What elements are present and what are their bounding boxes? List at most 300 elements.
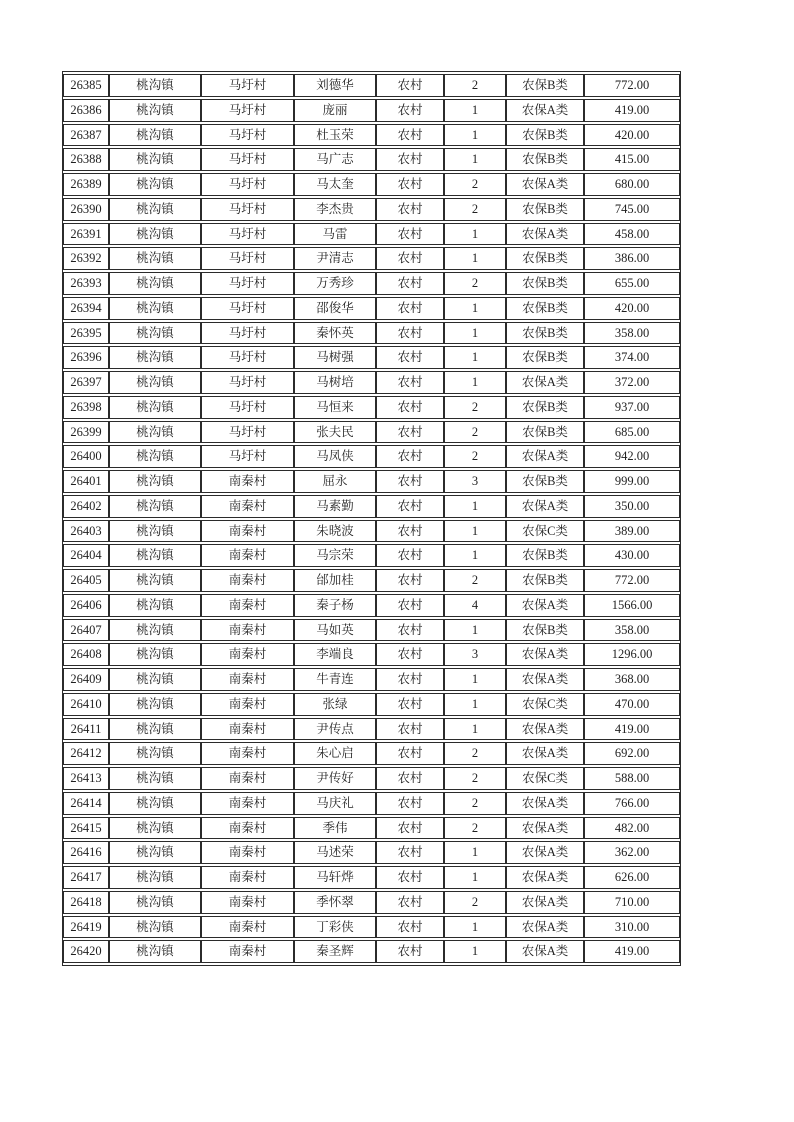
cell-record-no: 26403 <box>63 520 109 543</box>
cell-household-category: 农村 <box>376 594 444 617</box>
cell-name: 秦子杨 <box>294 594 376 617</box>
cell-insurance-class: 农保B类 <box>506 148 584 171</box>
cell-amount: 389.00 <box>584 520 680 543</box>
cell-insurance-class: 农保B类 <box>506 346 584 369</box>
table-row <box>63 223 680 246</box>
cell-town: 桃沟镇 <box>109 520 201 543</box>
cell-village: 马圩村 <box>201 396 294 419</box>
cell-insurance-class: 农保B类 <box>506 247 584 270</box>
cell-amount: 942.00 <box>584 445 680 468</box>
cell-person-count: 1 <box>444 718 506 741</box>
cell-village: 南秦村 <box>201 693 294 716</box>
cell-amount: 745.00 <box>584 198 680 221</box>
cell-name: 张夫民 <box>294 421 376 444</box>
cell-insurance-class: 农保C类 <box>506 693 584 716</box>
cell-amount: 1296.00 <box>584 643 680 666</box>
cell-amount: 1566.00 <box>584 594 680 617</box>
cell-village: 南秦村 <box>201 841 294 864</box>
cell-person-count: 2 <box>444 445 506 468</box>
cell-insurance-class: 农保A类 <box>506 173 584 196</box>
table-row <box>63 940 680 963</box>
cell-name: 马如英 <box>294 619 376 642</box>
cell-amount: 626.00 <box>584 866 680 889</box>
cell-village: 马圩村 <box>201 247 294 270</box>
cell-household-category: 农村 <box>376 817 444 840</box>
cell-village: 南秦村 <box>201 742 294 765</box>
cell-town: 桃沟镇 <box>109 421 201 444</box>
cell-household-category: 农村 <box>376 718 444 741</box>
cell-village: 南秦村 <box>201 643 294 666</box>
cell-name: 马轩烨 <box>294 866 376 889</box>
table-row <box>63 643 680 666</box>
cell-village: 马圩村 <box>201 124 294 147</box>
cell-person-count: 1 <box>444 247 506 270</box>
cell-insurance-class: 农保B类 <box>506 272 584 295</box>
cell-town: 桃沟镇 <box>109 817 201 840</box>
cell-amount: 374.00 <box>584 346 680 369</box>
records-tbody <box>63 74 680 963</box>
cell-name: 牛青连 <box>294 668 376 691</box>
cell-amount: 372.00 <box>584 371 680 394</box>
cell-name: 刘德华 <box>294 74 376 97</box>
table-row <box>63 396 680 419</box>
cell-record-no: 26392 <box>63 247 109 270</box>
cell-household-category: 农村 <box>376 247 444 270</box>
cell-village: 马圩村 <box>201 346 294 369</box>
table-row <box>63 445 680 468</box>
cell-name: 秦圣辉 <box>294 940 376 963</box>
table-row <box>63 124 680 147</box>
cell-amount: 692.00 <box>584 742 680 765</box>
cell-town: 桃沟镇 <box>109 594 201 617</box>
cell-person-count: 2 <box>444 569 506 592</box>
cell-amount: 362.00 <box>584 841 680 864</box>
cell-town: 桃沟镇 <box>109 718 201 741</box>
cell-name: 李杰贵 <box>294 198 376 221</box>
cell-household-category: 农村 <box>376 792 444 815</box>
cell-household-category: 农村 <box>376 891 444 914</box>
cell-town: 桃沟镇 <box>109 940 201 963</box>
cell-household-category: 农村 <box>376 470 444 493</box>
table-row <box>63 247 680 270</box>
cell-town: 桃沟镇 <box>109 223 201 246</box>
cell-record-no: 26407 <box>63 619 109 642</box>
cell-insurance-class: 农保C类 <box>506 520 584 543</box>
cell-town: 桃沟镇 <box>109 619 201 642</box>
cell-household-category: 农村 <box>376 99 444 122</box>
cell-town: 桃沟镇 <box>109 569 201 592</box>
cell-town: 桃沟镇 <box>109 544 201 567</box>
cell-person-count: 1 <box>444 495 506 518</box>
cell-amount: 368.00 <box>584 668 680 691</box>
cell-insurance-class: 农保A类 <box>506 866 584 889</box>
cell-record-no: 26391 <box>63 223 109 246</box>
cell-amount: 386.00 <box>584 247 680 270</box>
cell-town: 桃沟镇 <box>109 148 201 171</box>
cell-household-category: 农村 <box>376 346 444 369</box>
cell-village: 马圩村 <box>201 297 294 320</box>
cell-amount: 680.00 <box>584 173 680 196</box>
cell-person-count: 1 <box>444 371 506 394</box>
cell-town: 桃沟镇 <box>109 693 201 716</box>
cell-insurance-class: 农保B类 <box>506 619 584 642</box>
cell-amount: 937.00 <box>584 396 680 419</box>
cell-household-category: 农村 <box>376 173 444 196</box>
table-row <box>63 916 680 939</box>
table-row <box>63 569 680 592</box>
cell-person-count: 1 <box>444 619 506 642</box>
cell-person-count: 2 <box>444 792 506 815</box>
cell-record-no: 26415 <box>63 817 109 840</box>
cell-name: 季伟 <box>294 817 376 840</box>
cell-person-count: 2 <box>444 891 506 914</box>
table-row <box>63 792 680 815</box>
cell-name: 马庆礼 <box>294 792 376 815</box>
cell-record-no: 26393 <box>63 272 109 295</box>
cell-record-no: 26388 <box>63 148 109 171</box>
cell-household-category: 农村 <box>376 322 444 345</box>
cell-village: 南秦村 <box>201 792 294 815</box>
cell-name: 尹清志 <box>294 247 376 270</box>
cell-village: 马圩村 <box>201 445 294 468</box>
cell-town: 桃沟镇 <box>109 322 201 345</box>
cell-village: 南秦村 <box>201 544 294 567</box>
cell-record-no: 26395 <box>63 322 109 345</box>
cell-name: 庞丽 <box>294 99 376 122</box>
cell-amount: 310.00 <box>584 916 680 939</box>
cell-insurance-class: 农保A类 <box>506 916 584 939</box>
cell-record-no: 26387 <box>63 124 109 147</box>
cell-town: 桃沟镇 <box>109 272 201 295</box>
cell-amount: 710.00 <box>584 891 680 914</box>
cell-household-category: 农村 <box>376 569 444 592</box>
cell-record-no: 26400 <box>63 445 109 468</box>
table-row <box>63 718 680 741</box>
cell-insurance-class: 农保A类 <box>506 495 584 518</box>
cell-household-category: 农村 <box>376 124 444 147</box>
cell-village: 南秦村 <box>201 817 294 840</box>
cell-amount: 358.00 <box>584 619 680 642</box>
cell-insurance-class: 农保B类 <box>506 569 584 592</box>
cell-town: 桃沟镇 <box>109 198 201 221</box>
cell-household-category: 农村 <box>376 371 444 394</box>
cell-village: 南秦村 <box>201 891 294 914</box>
table-row <box>63 544 680 567</box>
cell-insurance-class: 农保A类 <box>506 792 584 815</box>
cell-insurance-class: 农保B类 <box>506 544 584 567</box>
cell-household-category: 农村 <box>376 643 444 666</box>
cell-record-no: 26399 <box>63 421 109 444</box>
cell-name: 马树强 <box>294 346 376 369</box>
cell-person-count: 1 <box>444 866 506 889</box>
cell-person-count: 1 <box>444 99 506 122</box>
cell-household-category: 农村 <box>376 445 444 468</box>
cell-village: 南秦村 <box>201 940 294 963</box>
cell-village: 马圩村 <box>201 272 294 295</box>
cell-name: 邵俊华 <box>294 297 376 320</box>
cell-name: 张绿 <box>294 693 376 716</box>
cell-insurance-class: 农保A类 <box>506 742 584 765</box>
cell-village: 南秦村 <box>201 916 294 939</box>
cell-amount: 470.00 <box>584 693 680 716</box>
cell-record-no: 26401 <box>63 470 109 493</box>
cell-name: 秦怀英 <box>294 322 376 345</box>
table-row <box>63 619 680 642</box>
cell-insurance-class: 农保B类 <box>506 396 584 419</box>
table-row <box>63 371 680 394</box>
cell-insurance-class: 农保B类 <box>506 74 584 97</box>
cell-name: 马素勤 <box>294 495 376 518</box>
cell-amount: 772.00 <box>584 74 680 97</box>
cell-town: 桃沟镇 <box>109 495 201 518</box>
cell-household-category: 农村 <box>376 272 444 295</box>
cell-village: 马圩村 <box>201 198 294 221</box>
cell-household-category: 农村 <box>376 421 444 444</box>
cell-household-category: 农村 <box>376 544 444 567</box>
cell-village: 马圩村 <box>201 371 294 394</box>
cell-household-category: 农村 <box>376 223 444 246</box>
table-row <box>63 767 680 790</box>
cell-town: 桃沟镇 <box>109 346 201 369</box>
cell-name: 李端良 <box>294 643 376 666</box>
cell-town: 桃沟镇 <box>109 891 201 914</box>
cell-person-count: 1 <box>444 322 506 345</box>
cell-insurance-class: 农保A类 <box>506 940 584 963</box>
cell-town: 桃沟镇 <box>109 742 201 765</box>
cell-amount: 685.00 <box>584 421 680 444</box>
cell-record-no: 26417 <box>63 866 109 889</box>
cell-village: 马圩村 <box>201 322 294 345</box>
table-row <box>63 198 680 221</box>
cell-insurance-class: 农保C类 <box>506 767 584 790</box>
cell-town: 桃沟镇 <box>109 297 201 320</box>
cell-insurance-class: 农保B类 <box>506 198 584 221</box>
cell-name: 万秀珍 <box>294 272 376 295</box>
cell-person-count: 1 <box>444 297 506 320</box>
cell-town: 桃沟镇 <box>109 916 201 939</box>
cell-household-category: 农村 <box>376 198 444 221</box>
cell-town: 桃沟镇 <box>109 792 201 815</box>
cell-record-no: 26412 <box>63 742 109 765</box>
table-row <box>63 173 680 196</box>
cell-village: 马圩村 <box>201 421 294 444</box>
cell-record-no: 26396 <box>63 346 109 369</box>
cell-household-category: 农村 <box>376 520 444 543</box>
cell-person-count: 3 <box>444 643 506 666</box>
cell-name: 马太奎 <box>294 173 376 196</box>
table-row <box>63 272 680 295</box>
cell-amount: 430.00 <box>584 544 680 567</box>
cell-person-count: 2 <box>444 173 506 196</box>
cell-name: 朱心启 <box>294 742 376 765</box>
cell-village: 马圩村 <box>201 173 294 196</box>
cell-insurance-class: 农保A类 <box>506 371 584 394</box>
cell-person-count: 3 <box>444 470 506 493</box>
cell-insurance-class: 农保A类 <box>506 594 584 617</box>
cell-person-count: 1 <box>444 544 506 567</box>
cell-record-no: 26398 <box>63 396 109 419</box>
cell-record-no: 26394 <box>63 297 109 320</box>
table-row <box>63 297 680 320</box>
cell-household-category: 农村 <box>376 619 444 642</box>
cell-name: 杜玉荣 <box>294 124 376 147</box>
cell-record-no: 26416 <box>63 841 109 864</box>
cell-record-no: 26386 <box>63 99 109 122</box>
table-row <box>63 99 680 122</box>
cell-village: 南秦村 <box>201 569 294 592</box>
cell-household-category: 农村 <box>376 297 444 320</box>
cell-town: 桃沟镇 <box>109 173 201 196</box>
cell-person-count: 2 <box>444 421 506 444</box>
cell-person-count: 1 <box>444 668 506 691</box>
cell-household-category: 农村 <box>376 742 444 765</box>
cell-household-category: 农村 <box>376 148 444 171</box>
cell-name: 马恒来 <box>294 396 376 419</box>
cell-town: 桃沟镇 <box>109 767 201 790</box>
cell-amount: 419.00 <box>584 99 680 122</box>
cell-amount: 766.00 <box>584 792 680 815</box>
cell-village: 南秦村 <box>201 668 294 691</box>
cell-village: 南秦村 <box>201 866 294 889</box>
cell-amount: 655.00 <box>584 272 680 295</box>
cell-amount: 415.00 <box>584 148 680 171</box>
cell-amount: 419.00 <box>584 718 680 741</box>
cell-village: 马圩村 <box>201 99 294 122</box>
cell-person-count: 2 <box>444 767 506 790</box>
cell-record-no: 26405 <box>63 569 109 592</box>
cell-insurance-class: 农保B类 <box>506 124 584 147</box>
cell-town: 桃沟镇 <box>109 841 201 864</box>
cell-insurance-class: 农保B类 <box>506 421 584 444</box>
cell-record-no: 26420 <box>63 940 109 963</box>
cell-record-no: 26419 <box>63 916 109 939</box>
cell-person-count: 4 <box>444 594 506 617</box>
table-row <box>63 470 680 493</box>
cell-person-count: 2 <box>444 742 506 765</box>
cell-amount: 420.00 <box>584 297 680 320</box>
cell-insurance-class: 农保A类 <box>506 445 584 468</box>
cell-insurance-class: 农保B类 <box>506 297 584 320</box>
cell-household-category: 农村 <box>376 916 444 939</box>
cell-household-category: 农村 <box>376 668 444 691</box>
cell-record-no: 26397 <box>63 371 109 394</box>
cell-amount: 358.00 <box>584 322 680 345</box>
cell-amount: 482.00 <box>584 817 680 840</box>
cell-name: 丁彩侠 <box>294 916 376 939</box>
cell-name: 朱晓波 <box>294 520 376 543</box>
cell-person-count: 1 <box>444 693 506 716</box>
table-row <box>63 74 680 97</box>
cell-insurance-class: 农保A类 <box>506 841 584 864</box>
cell-name: 季怀翠 <box>294 891 376 914</box>
cell-record-no: 26385 <box>63 74 109 97</box>
cell-town: 桃沟镇 <box>109 124 201 147</box>
cell-person-count: 2 <box>444 817 506 840</box>
cell-village: 南秦村 <box>201 520 294 543</box>
cell-town: 桃沟镇 <box>109 247 201 270</box>
cell-record-no: 26402 <box>63 495 109 518</box>
cell-record-no: 26408 <box>63 643 109 666</box>
cell-name: 马凤侠 <box>294 445 376 468</box>
cell-name: 马广志 <box>294 148 376 171</box>
cell-household-category: 农村 <box>376 495 444 518</box>
cell-name: 邰加桂 <box>294 569 376 592</box>
cell-amount: 999.00 <box>584 470 680 493</box>
cell-village: 马圩村 <box>201 148 294 171</box>
cell-person-count: 1 <box>444 841 506 864</box>
cell-village: 南秦村 <box>201 495 294 518</box>
cell-name: 尹传点 <box>294 718 376 741</box>
cell-household-category: 农村 <box>376 693 444 716</box>
table-row <box>63 693 680 716</box>
cell-name: 马雷 <box>294 223 376 246</box>
cell-village: 南秦村 <box>201 470 294 493</box>
cell-record-no: 26413 <box>63 767 109 790</box>
cell-village: 南秦村 <box>201 767 294 790</box>
cell-person-count: 2 <box>444 74 506 97</box>
cell-household-category: 农村 <box>376 940 444 963</box>
cell-person-count: 2 <box>444 272 506 295</box>
cell-insurance-class: 农保A类 <box>506 99 584 122</box>
cell-town: 桃沟镇 <box>109 371 201 394</box>
cell-town: 桃沟镇 <box>109 643 201 666</box>
cell-name: 马宗荣 <box>294 544 376 567</box>
table-row <box>63 841 680 864</box>
cell-household-category: 农村 <box>376 74 444 97</box>
cell-person-count: 1 <box>444 520 506 543</box>
cell-town: 桃沟镇 <box>109 396 201 419</box>
table-row <box>63 148 680 171</box>
cell-town: 桃沟镇 <box>109 445 201 468</box>
table-row <box>63 817 680 840</box>
cell-insurance-class: 农保A类 <box>506 223 584 246</box>
cell-village: 马圩村 <box>201 74 294 97</box>
cell-town: 桃沟镇 <box>109 668 201 691</box>
cell-record-no: 26390 <box>63 198 109 221</box>
cell-household-category: 农村 <box>376 866 444 889</box>
cell-person-count: 1 <box>444 916 506 939</box>
table-row <box>63 322 680 345</box>
cell-insurance-class: 农保B类 <box>506 322 584 345</box>
cell-insurance-class: 农保A类 <box>506 668 584 691</box>
cell-amount: 588.00 <box>584 767 680 790</box>
cell-amount: 420.00 <box>584 124 680 147</box>
cell-amount: 772.00 <box>584 569 680 592</box>
cell-insurance-class: 农保A类 <box>506 718 584 741</box>
table-row <box>63 866 680 889</box>
cell-person-count: 1 <box>444 940 506 963</box>
cell-name: 马树培 <box>294 371 376 394</box>
cell-insurance-class: 农保A类 <box>506 817 584 840</box>
cell-record-no: 26409 <box>63 668 109 691</box>
cell-town: 桃沟镇 <box>109 470 201 493</box>
table-row <box>63 742 680 765</box>
table-row <box>63 495 680 518</box>
cell-insurance-class: 农保B类 <box>506 470 584 493</box>
cell-record-no: 26411 <box>63 718 109 741</box>
cell-record-no: 26404 <box>63 544 109 567</box>
table-row <box>63 421 680 444</box>
cell-record-no: 26414 <box>63 792 109 815</box>
table-row <box>63 594 680 617</box>
cell-name: 马述荣 <box>294 841 376 864</box>
cell-person-count: 1 <box>444 148 506 171</box>
cell-record-no: 26389 <box>63 173 109 196</box>
cell-insurance-class: 农保A类 <box>506 643 584 666</box>
records-table <box>62 71 681 966</box>
table-row <box>63 520 680 543</box>
cell-village: 南秦村 <box>201 594 294 617</box>
